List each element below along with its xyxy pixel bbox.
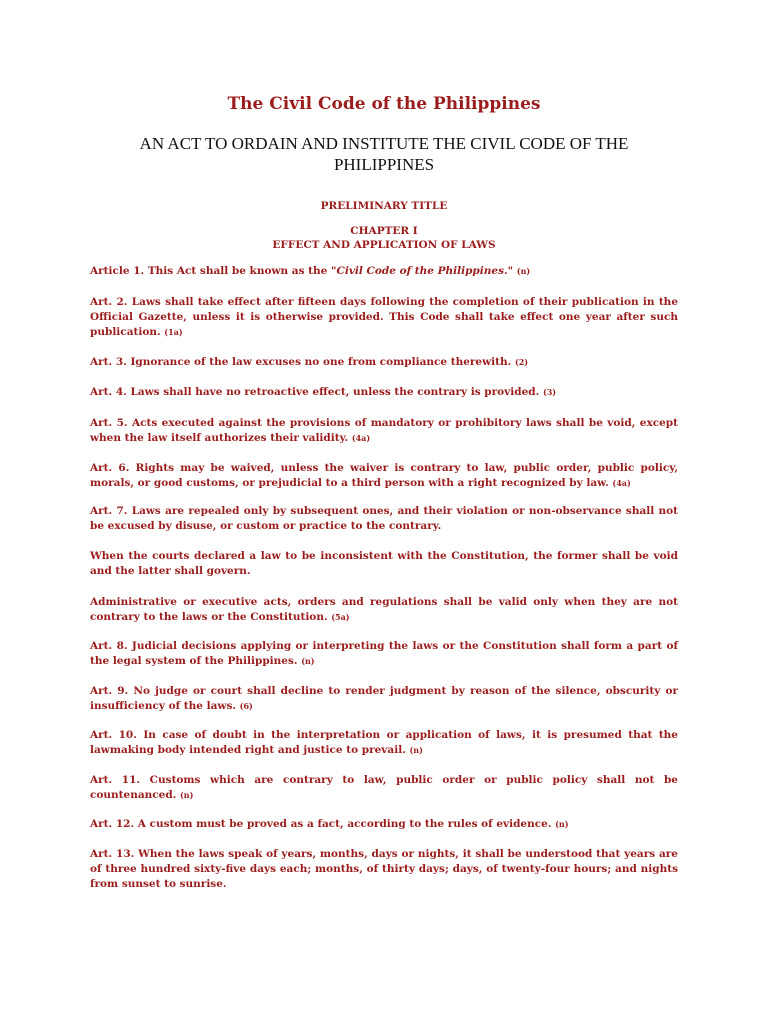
article-citation: (3) (542, 387, 557, 397)
article-text: " (507, 265, 517, 277)
article-text: Art. 5. Acts executed against the provisions of mandatory or prohibitory laws shall be void, except when the law itself authorizes their validity. (90, 417, 678, 444)
article-text: Art. 8. Judicial decisions applying or interpreting the laws or the Constitution shall form a part of the legal system of the Philippines. (90, 640, 678, 667)
article-13 (90, 847, 678, 892)
article-citation: (4a) (351, 433, 371, 443)
article-text: Article 1. This Act shall be known as the " (90, 265, 337, 277)
article-11 (90, 773, 678, 803)
article-citation: (4a) (612, 478, 631, 488)
article-italic-text: Civil Code of the Philippines. (336, 265, 508, 277)
article-10 (90, 728, 678, 758)
article-1 (90, 264, 678, 279)
article-text: Art. 9. No judge or court shall decline to render judgment by reason of the silence, obscurity or insufficiency of the laws. (90, 685, 678, 712)
article-citation: (n) (555, 819, 569, 829)
article-text: Art. 11. Customs which are contrary to law, public order or public policy shall not be countenanced. (90, 774, 678, 801)
document-page (90, 0, 678, 1024)
article-9 (90, 684, 678, 714)
article-citation: (2) (514, 357, 529, 367)
article-text: Art. 6. Rights may be waived, unless the waiver is contrary to law, public order, public policy, morals, or good customs, or prejudicial to a third person with a right recognized by law. (90, 462, 678, 489)
article-text: Art. 4. Laws shall have no retroactive effect, unless the contrary is provided. (90, 386, 543, 398)
article-citation: (n) (301, 656, 315, 666)
preliminary-title-heading: PRELIMINARY TITLE (320, 200, 448, 212)
article-text: Art. 7. Laws are repealed only by subsequent ones, and their violation or non-observance shall not be excused by disuse, or custom or practice to the contrary. (90, 505, 678, 532)
article-citation: (6) (239, 701, 253, 711)
document-title: The Civil Code of the Philippines (227, 94, 541, 114)
article-7-paragraph-3 (90, 595, 678, 625)
article-8 (90, 639, 678, 669)
article-5 (90, 416, 678, 446)
article-7 (90, 504, 678, 534)
article-7-paragraph-2 (90, 549, 678, 579)
article-6 (90, 461, 678, 491)
article-2 (90, 295, 678, 340)
article-text: Art. 2. Laws shall take effect after fifteen days following the completion of their publication in the Official Gazette, unless it is otherwise provided. This Code shall take effect one year after such publication. (90, 296, 678, 338)
article-citation: (n) (516, 266, 531, 276)
article-text: Art. 13. When the laws speak of years, months, days or nights, it shall be understood that years are of three hundred sixty-five days each; months, of thirty days; days, of twenty-four hours; and nights from sunset to sunrise. (90, 848, 678, 890)
article-citation: (1a) (164, 327, 183, 337)
article-text: When the courts declared a law to be inconsistent with the Constitution, the former shall be void and the latter shall govern. (90, 550, 678, 577)
chapter-heading: CHAPTER I (350, 225, 418, 237)
article-4 (90, 385, 678, 400)
article-text: Administrative or executive acts, orders and regulations shall be valid only when they are not contrary to the laws or the Constitution. (90, 596, 678, 623)
document-subtitle: AN ACT TO ORDAIN AND INSTITUTE THE CIVIL CODE OF THE PHILIPPINES (139, 134, 629, 174)
article-citation: (5a) (331, 612, 350, 622)
article-12 (90, 817, 678, 832)
article-3 (90, 355, 678, 370)
article-citation: (n) (180, 790, 194, 800)
chapter-title-heading: EFFECT AND APPLICATION OF LAWS (272, 239, 496, 251)
article-text: Art. 12. A custom must be proved as a fact, according to the rules of evidence. (90, 818, 556, 830)
article-citation: (n) (409, 745, 423, 755)
article-text: Art. 3. Ignorance of the law excuses no one from compliance therewith. (90, 356, 515, 368)
article-text: Art. 10. In case of doubt in the interpretation or application of laws, it is presumed that the lawmaking body intended right and justice to prevail. (90, 729, 678, 756)
